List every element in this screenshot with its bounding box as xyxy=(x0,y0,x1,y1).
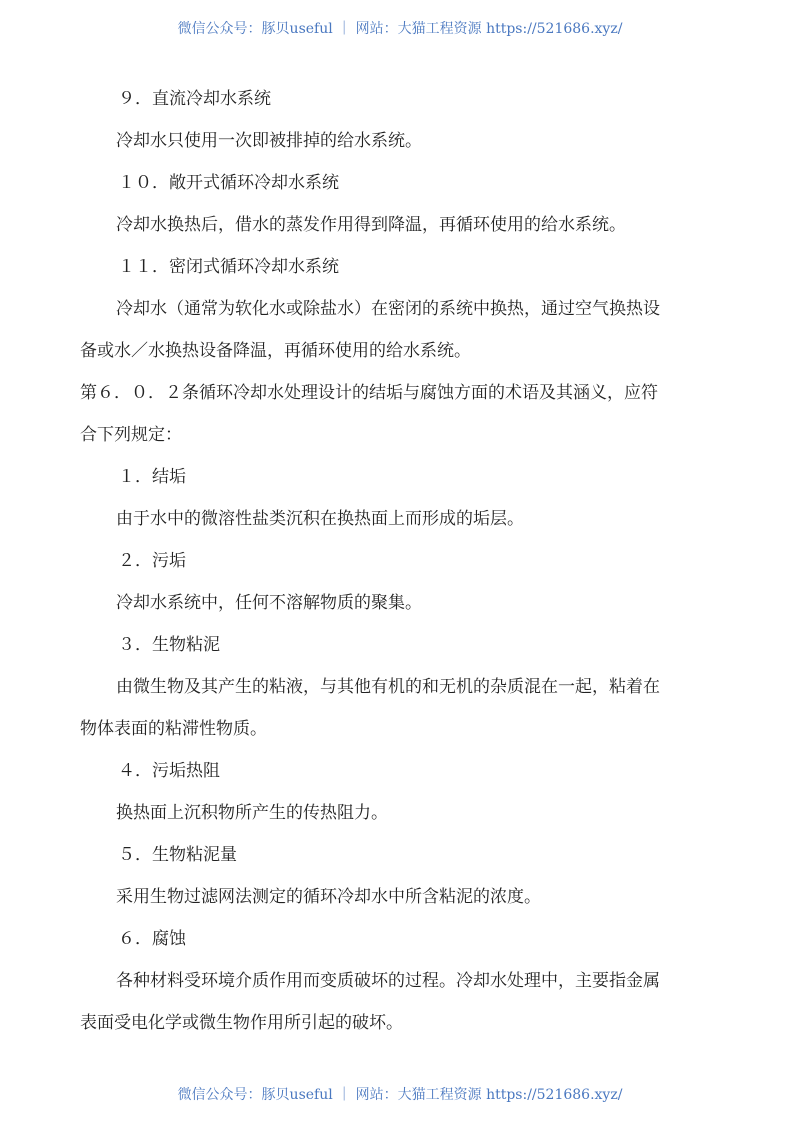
header-watermark: 微信公众号：豚贝useful ｜ 网站：大猫工程资源 https://521686.xyz/ xyxy=(177,21,623,37)
paragraph: 换热面上沉积物所产生的传热阻力。 xyxy=(116,803,388,823)
section-heading: ９．直流冷却水系统 xyxy=(118,89,271,109)
paragraph-continuation: 合下列规定： xyxy=(80,425,182,445)
section-heading: １１．密闭式循环冷却水系统 xyxy=(118,257,339,277)
section-heading: ６．腐蚀 xyxy=(118,929,186,949)
paragraph: 冷却水换热后，借水的蒸发作用得到降温，再循环使用的给水系统。 xyxy=(116,215,626,235)
paragraph: 冷却水（通常为软化水或除盐水）在密闭的系统中换热，通过空气换热设 xyxy=(116,299,660,319)
footer-watermark: 微信公众号：豚贝useful ｜ 网站：大猫工程资源 https://521686.xyz/ xyxy=(177,1087,623,1103)
paragraph: 各种材料受环境介质作用而变质破坏的过程。冷却水处理中，主要指金属 xyxy=(116,971,660,991)
paragraph: 采用生物过滤网法测定的循环冷却水中所含粘泥的浓度。 xyxy=(116,887,541,907)
paragraph: 冷却水系统中，任何不溶解物质的聚集。 xyxy=(116,593,422,613)
section-heading: ２．污垢 xyxy=(118,551,186,571)
paragraph: 冷却水只使用一次即被排掉的给水系统。 xyxy=(116,131,422,151)
section-heading: ３．生物粘泥 xyxy=(118,635,220,655)
section-heading: ４．污垢热阻 xyxy=(118,761,220,781)
article-paragraph: 第６．０．２条循环冷却水处理设计的结垢与腐蚀方面的术语及其涵义，应符 xyxy=(80,383,658,403)
paragraph: 由微生物及其产生的粘液，与其他有机的和无机的杂质混在一起，粘着在 xyxy=(116,677,660,697)
paragraph-continuation: 表面受电化学或微生物作用所引起的破坏。 xyxy=(80,1013,403,1033)
section-heading: ５．生物粘泥量 xyxy=(118,845,237,865)
paragraph: 由于水中的微溶性盐类沉积在换热面上而形成的垢层。 xyxy=(116,509,524,529)
section-heading: １０．敞开式循环冷却水系统 xyxy=(118,173,339,193)
section-heading: １．结垢 xyxy=(118,467,186,487)
paragraph-continuation: 物体表面的粘滞性物质。 xyxy=(80,719,267,739)
paragraph-continuation: 备或水／水换热设备降温，再循环使用的给水系统。 xyxy=(80,341,471,361)
